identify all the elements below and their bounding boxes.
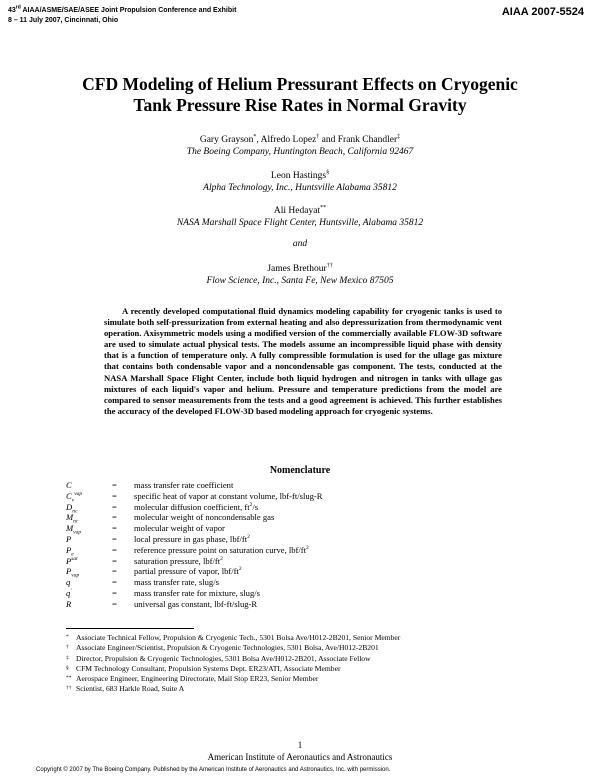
footnote-text: Associate Technical Fellow, Propulsion & Cryogenic Tech., 5301 Bolsa Ave/H012-2B201, Senior Member <box>76 633 401 642</box>
symbol-letter: P <box>66 533 72 544</box>
definition-exponent: 2 <box>249 501 253 508</box>
equals-sign: = <box>112 577 117 588</box>
nomenclature-symbol <box>66 491 112 502</box>
equals-sign: = <box>112 490 117 501</box>
footnote-mark: †† <box>66 685 72 692</box>
symbol-letter: P <box>66 566 72 577</box>
symbol-letter: M <box>66 512 74 523</box>
footnote-mark: * <box>66 634 69 640</box>
nomenclature-row <box>66 502 323 513</box>
nomenclature-definition <box>134 577 219 588</box>
footnote-mark: † <box>66 644 69 651</box>
nomenclature-row <box>66 534 323 545</box>
author-lopez: Alfredo Lopez <box>260 135 317 145</box>
affiliation-boeing: The Boeing Company, Huntington Beach, California 92467 <box>186 147 414 157</box>
definition-exponent: 2 <box>247 534 250 541</box>
footnote-text: Director, Propulsion & Cryogenic Technologies, 5301 Bolsa Ave/H012-2B201, Associate Fellow <box>76 653 371 663</box>
nomenclature-definition <box>134 523 225 534</box>
symbol-subscript: vap <box>71 573 80 580</box>
footnote <box>66 654 400 664</box>
equals-sign: = <box>112 555 117 566</box>
footnote <box>66 643 400 653</box>
definition-text: universal gas constant, lbf-ft/slug-R <box>134 598 258 609</box>
footnote-text: Scientist, 683 Harkle Road, Suite A <box>76 684 185 694</box>
nomenclature-symbol <box>66 545 112 556</box>
nomenclature-row <box>66 523 323 534</box>
equals-sign: = <box>112 533 117 544</box>
footnote <box>66 684 400 694</box>
nomenclature-row <box>66 545 323 556</box>
definition-text: mass transfer rate, slug/s <box>134 577 219 588</box>
nomenclature-symbol <box>66 599 112 610</box>
footnote-text: Associate Engineer/Scientist, Propulsion & Cryogenic Technologies, 5301 Bolsa, Ave/H012-2B201 <box>76 643 379 653</box>
equals-sign: = <box>112 587 117 598</box>
symbol-letter: D <box>66 501 73 512</box>
nomenclature-row <box>66 556 323 567</box>
nomenclature-definition <box>134 556 223 567</box>
footnote-mark: ** <box>320 204 327 211</box>
definition-exponent: 2 <box>220 555 223 562</box>
definition-text: molecular weight of noncondensable gas <box>134 512 275 523</box>
definition-text: saturation pressure, lbf/ft <box>134 555 221 566</box>
nomenclature-definition <box>134 512 274 523</box>
and-word: and <box>321 135 336 145</box>
nomenclature-definition <box>134 502 258 513</box>
equals-sign: = <box>112 523 117 534</box>
nomenclature-symbol <box>66 534 112 545</box>
symbol-superscript: vap <box>74 490 83 497</box>
equals-sign: = <box>112 544 117 555</box>
affiliation-flow-science: Flow Science, Inc., Santa Fe, New Mexico 87505 <box>206 276 394 286</box>
author-brethour: James Brethour <box>267 264 327 274</box>
footnote <box>66 664 400 674</box>
nomenclature-symbol <box>66 512 112 526</box>
author-hedayat: Ali Hedayat <box>273 206 321 216</box>
nomenclature-row <box>66 577 323 588</box>
equals-sign: = <box>112 512 117 523</box>
abstract: A recently developed computational fluid dynamics modeling capability for cryogenic tanks is used to simulate both self-pressurization from external heating and also depressurization from thermodynamic vent operation. Axisymmetric models using a modified version of the commercially available FLOW-3D software are used to simulate actual physical tests. The models assume an incompressible liquid phase with density that is a function of temperature only. A fully compressible formulation is used for the ullage gas mixture that contains both condensable vapor and a noncondensable gas component. The tests, conducted at the NASA Marshall Space Flight Center, include both liquid hydrogen and nitrogen in tanks with ullage gas mixtures of each liquid's vapor and helium. Pressure and temperature predictions from the model are compared to sensor measurements from the tests and a good agreement is achieved. This further establishes the accuracy of the developed FLOW-3D based modeling approach for cryogenic systems. <box>104 306 502 416</box>
nomenclature-row <box>66 491 323 502</box>
symbol-superscript: ' <box>70 588 72 595</box>
definition-exponent: 2 <box>306 544 309 551</box>
conference-number: 43 <box>8 7 16 14</box>
footnote-mark: ** <box>66 675 72 682</box>
nomenclature-symbol <box>66 588 112 599</box>
nomenclature-row <box>66 588 323 599</box>
paper-id: AIAA 2007-5524 <box>501 6 584 18</box>
equals-sign: = <box>112 598 117 609</box>
title-line-1: CFD Modeling of Helium Pressurant Effects on Cryogenic <box>82 74 518 94</box>
footnotes <box>66 633 400 695</box>
nomenclature-definition <box>134 566 242 577</box>
and-word: and <box>292 239 308 249</box>
definition-text: specific heat of vapor at constant volume, lbf-ft/slug-R <box>134 490 323 501</box>
nomenclature-definition <box>134 588 260 599</box>
definition-text: partial pressure of vapor, lbf/ft <box>134 566 239 577</box>
and-separator <box>40 238 560 250</box>
conference-dates: 8 – 11 July 2007, Cincinnati, Ohio <box>8 17 119 24</box>
author-group-3 <box>40 205 560 229</box>
affiliation-nasa: NASA Marshall Space Flight Center, Huntsville, Alabama 35812 <box>176 218 424 228</box>
footnote-text: Aerospace Engineer, Engineering Directorate, Mail Stop ER23, Senior Member <box>76 674 319 684</box>
definition-text: mass transfer rate for mixture, slug/s <box>134 587 261 598</box>
nomenclature-definition <box>134 480 233 491</box>
conference-title: AIAA/ASME/SAE/ASEE Joint Propulsion Conference and Exhibit <box>20 7 237 14</box>
nomenclature-symbol <box>66 523 112 534</box>
nomenclature-symbol <box>66 577 112 588</box>
footnote-mark: † <box>316 133 320 140</box>
nomenclature-heading: Nomenclature <box>269 465 331 476</box>
nomenclature-row <box>66 599 323 610</box>
conference-header <box>8 6 236 26</box>
author-group-2 <box>40 170 560 194</box>
definition-suffix: /s <box>252 501 259 512</box>
symbol-letter: R <box>66 598 72 609</box>
conference-name <box>8 6 236 16</box>
symbol-subscript: vap <box>73 529 82 536</box>
footnote-mark: ‡ <box>397 133 401 140</box>
author-chandler: Frank Chandler <box>337 135 398 145</box>
title-line-2: Tank Pressure Rise Rates in Normal Gravity <box>133 95 467 115</box>
nomenclature-row <box>66 566 323 580</box>
author-grayson: Gary Grayson <box>199 135 254 145</box>
nomenclature-row <box>66 512 323 526</box>
symbol-subscript: nc <box>72 508 78 515</box>
symbol-letter: C <box>66 480 72 490</box>
nomenclature-definition <box>134 534 250 545</box>
author-group-4 <box>40 263 560 287</box>
definition-text: molecular weight of vapor <box>134 523 225 534</box>
publisher-name: American Institute of Aeronautics and Astronautics <box>207 752 393 762</box>
author-hastings: Leon Hastings <box>270 171 327 181</box>
definition-text: mass transfer rate coefficient <box>134 480 234 490</box>
conference-ordinal: rd <box>15 4 21 11</box>
equals-sign: = <box>112 480 117 490</box>
nomenclature-symbol <box>66 566 112 580</box>
symbol-superscript: sat <box>71 555 78 562</box>
footnote-mark: § <box>66 664 69 671</box>
definition-text: reference pressure point on saturation curve, lbf/ft <box>134 544 307 555</box>
footnote-mark: †† <box>326 262 333 269</box>
footnote <box>66 633 400 643</box>
nomenclature-list <box>66 480 323 610</box>
author-group-1: Gary Grayson*, Alfredo Lopez† and Frank Chandler‡ The Boeing Company, Huntington Beach, California 92467 <box>40 134 560 158</box>
nomenclature-definition <box>134 545 309 556</box>
footnote <box>66 674 400 684</box>
symbol-letter: P <box>66 544 72 555</box>
copyright-notice: Copyright © 2007 by The Boeing Company. Published by the American Institute of Aeronautics and Astronautics, Inc. with permission. <box>36 767 391 773</box>
symbol-letter: P <box>66 555 72 566</box>
footnote-mark: § <box>326 169 330 176</box>
symbol-subscript: nc <box>73 519 79 526</box>
nomenclature-symbol <box>66 556 112 567</box>
nomenclature-definition <box>134 491 323 502</box>
affiliation-alpha: Alpha Technology, Inc., Huntsville Alabama 35812 <box>203 183 397 193</box>
symbol-letter: q <box>66 577 71 588</box>
equals-sign: = <box>112 566 117 577</box>
nomenclature-symbol <box>66 502 112 513</box>
footnote-text: CFM Technology Consultant, Propulsion Systems Dept. ER23/ATI, Associate Member <box>76 663 341 673</box>
symbol-letter: C <box>66 490 72 501</box>
paper-title <box>40 74 560 116</box>
symbol-subscript: v <box>71 497 75 504</box>
nomenclature-row <box>66 480 323 491</box>
symbol-subscript: e <box>71 551 74 558</box>
definition-text: local pressure in gas phase, lbf/ft <box>134 533 248 544</box>
nomenclature-symbol <box>66 480 112 491</box>
footnote-mark: * <box>253 133 257 140</box>
equals-sign: = <box>112 501 117 512</box>
nomenclature-definition <box>134 599 257 610</box>
footnote-mark: ‡ <box>66 654 69 661</box>
symbol-letter: q <box>66 587 71 598</box>
page-number: 1 <box>297 740 303 750</box>
definition-text: molecular diffusion coefficient, ft <box>134 501 250 512</box>
symbol-letter: M <box>66 523 74 534</box>
definition-exponent: 2 <box>238 566 242 573</box>
footnote-rule <box>66 628 194 629</box>
